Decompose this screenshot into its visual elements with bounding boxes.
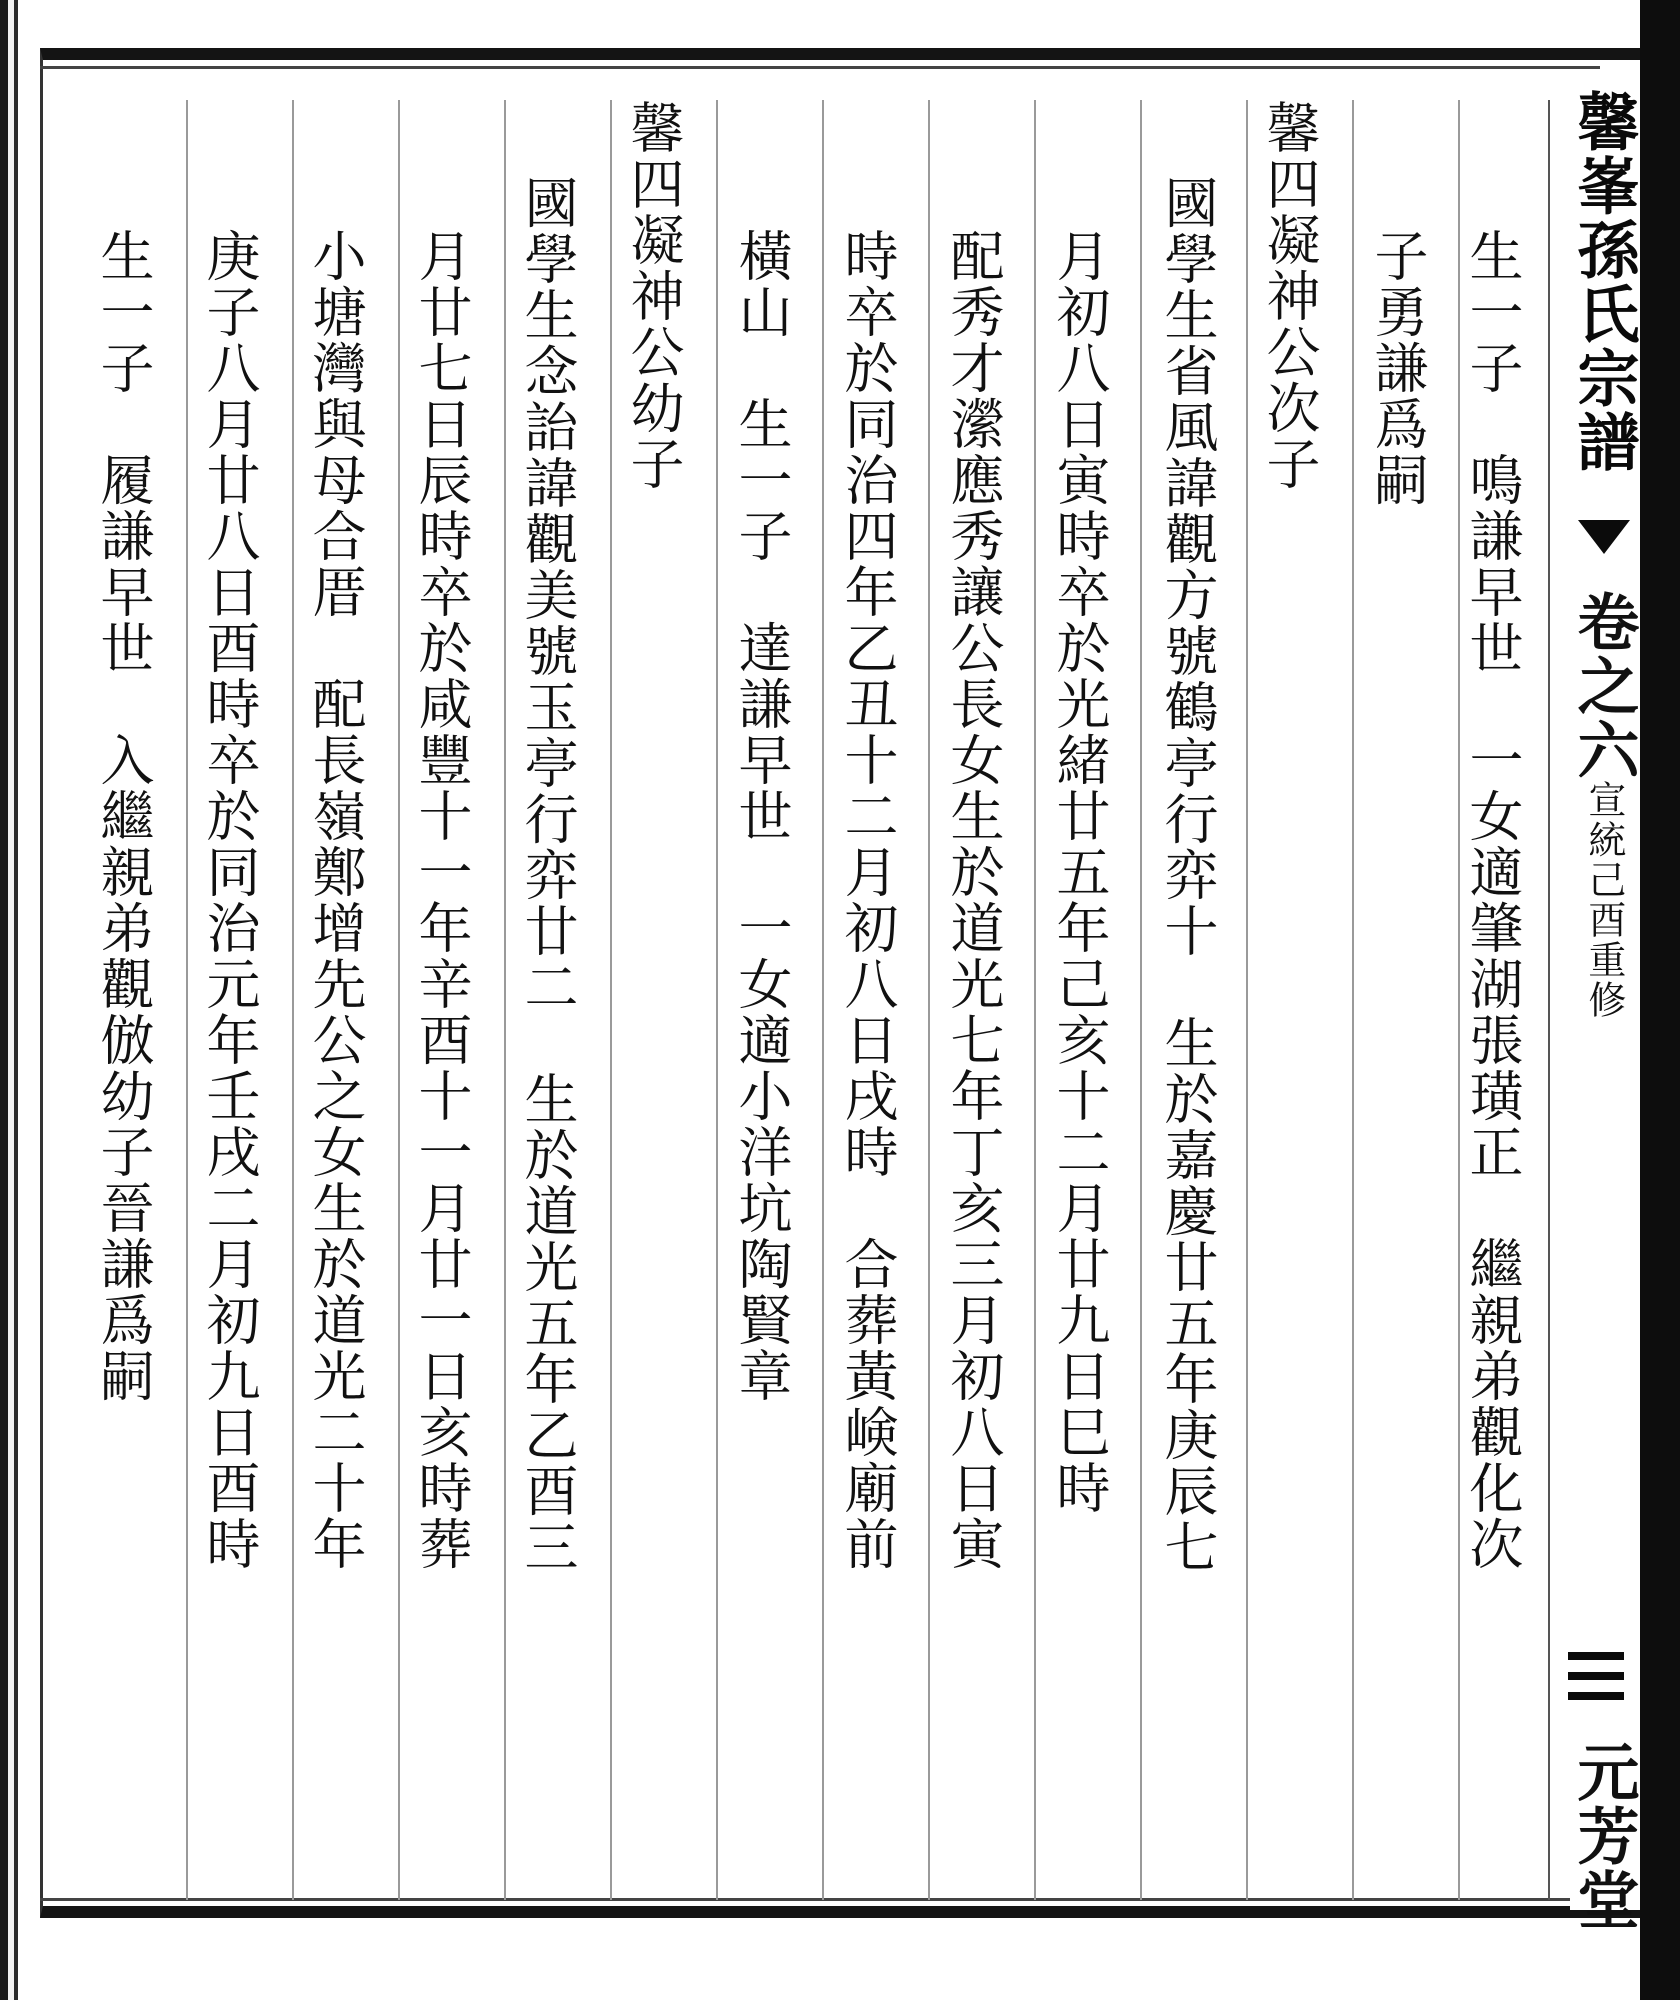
column-rule: [928, 100, 930, 1900]
text-column-12: 小塘灣與母合厝 配長嶺鄭增先公之女生於道光二十年: [304, 228, 367, 1572]
column-rule: [398, 100, 400, 1900]
banner-title: 馨峯孫氏宗譜: [1567, 90, 1640, 474]
text-column-6: 配秀才瀠應秀讓公長女生於道光七年丁亥三月初八日寅: [942, 228, 1005, 1572]
column-rule: [1034, 100, 1036, 1900]
page-number: [1568, 1640, 1624, 1712]
text-column-14: 生一子 履謙早世 入繼親弟觀倣幼子晉謙爲嗣: [92, 228, 155, 1404]
banner-hall-name: 元芳堂: [1567, 1740, 1640, 1932]
column-rule: [186, 100, 188, 1900]
text-column-11: 月廿七日辰時卒於咸豐十一年辛酉十一月廿一日亥時葬: [410, 228, 473, 1572]
page-number-stroke: [1568, 1692, 1624, 1700]
column-rule: [822, 100, 824, 1900]
text-column-8: 橫山 生一子 達謙早世 一女適小洋坑陶賢章: [730, 228, 793, 1404]
text-column-2: 子勇謙爲嗣: [1366, 228, 1429, 508]
column-rule: [716, 100, 718, 1900]
column-rule: [1548, 100, 1550, 1900]
text-column-9: 馨四凝神公幼子: [622, 100, 685, 492]
column-rule: [1458, 100, 1460, 1900]
column-rule: [504, 100, 506, 1900]
page-number-stroke: [1568, 1672, 1624, 1680]
column-rule: [610, 100, 612, 1900]
banner-volume: 卷之六: [1567, 590, 1640, 782]
fish-tail-mark-icon: [1578, 520, 1630, 554]
column-rule: [1246, 100, 1248, 1900]
page-binding-edge: [1640, 0, 1680, 2000]
frame-inner-bottom-rule: [40, 1898, 1600, 1901]
text-column-10: 國學生念詒諱觀美號玉亭行弈廿二 生於道光五年乙酉三: [516, 175, 579, 1575]
page-number-stroke: [1568, 1652, 1624, 1660]
previous-page-edge: [0, 0, 22, 2000]
text-column-5: 月初八日寅時卒於光緒廿五年己亥十二月廿九日巳時: [1048, 228, 1111, 1516]
frame-inner-top-rule: [40, 66, 1600, 69]
column-rule: [292, 100, 294, 1900]
column-rule: [1140, 100, 1142, 1900]
banner-edition: 宣統己酉重修: [1581, 780, 1626, 1020]
text-column-3: 馨四凝神公次子: [1258, 100, 1321, 492]
text-column-13: 庚子八月廿八日酉時卒於同治元年壬戌二月初九日酉時: [198, 228, 261, 1572]
text-column-4: 國學生省風諱觀方號鶴亭行弈十 生於嘉慶廿五年庚辰七: [1156, 175, 1219, 1575]
column-rule: [1352, 100, 1354, 1900]
text-column-7: 時卒於同治四年乙丑十二月初八日戌時 合葬黃𡸴廟前: [836, 228, 899, 1572]
text-column-1: 生一子 鳴謙早世 一女適肇湖張璜正 繼親弟觀化次: [1461, 228, 1524, 1572]
